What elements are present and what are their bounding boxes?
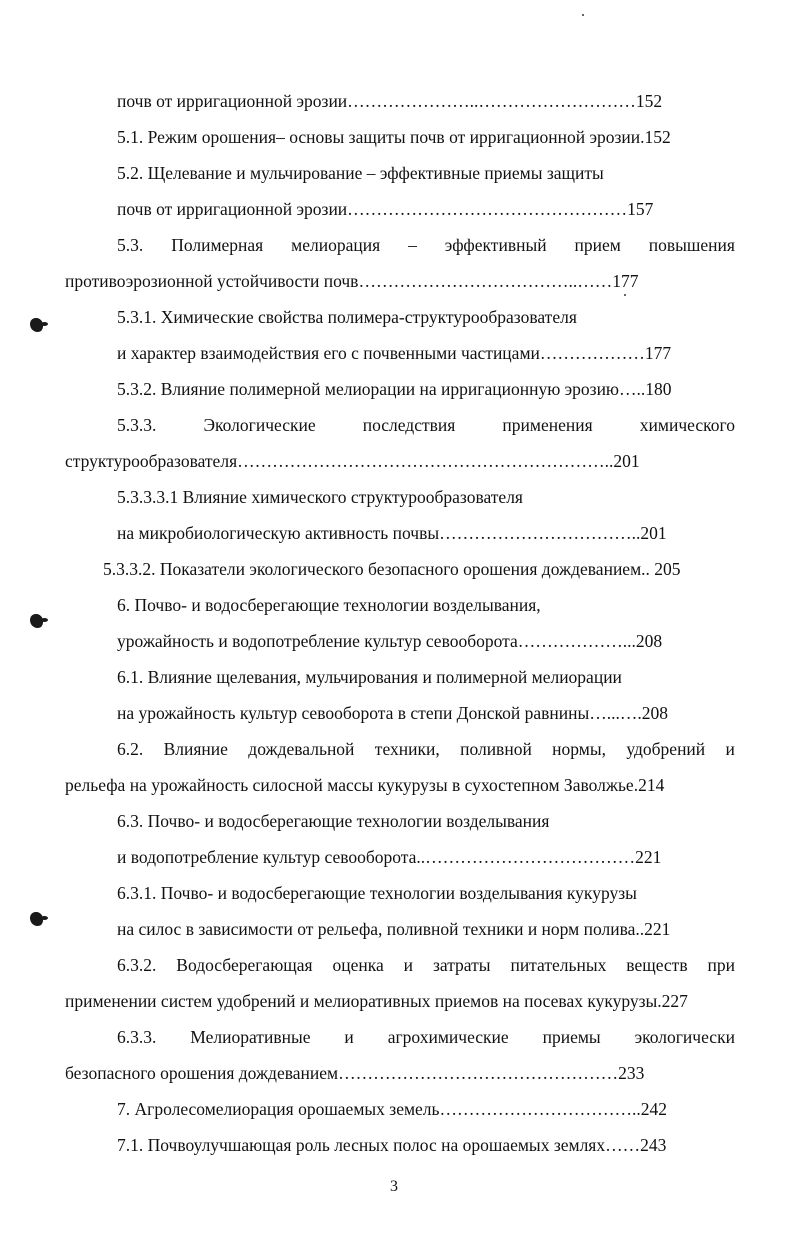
page-number: 3: [390, 1178, 398, 1195]
toc-line: 6.1. Влияние щелевания, мульчирования и полимерной мелиорации: [117, 667, 622, 687]
toc-line: почв от ирригационной эрозии…………………..………………………152: [117, 91, 663, 111]
toc-line: 7. Агролесомелиорация орошаемых земель……………………………..242: [117, 1099, 668, 1119]
scan-speck: [582, 14, 584, 16]
toc-line: на микробиологическую активность почвы……………………………..201: [117, 523, 667, 543]
scan-speck: [624, 294, 626, 296]
toc-line: противоэрозионной устойчивости почв………………………………..……177: [65, 271, 639, 291]
toc-line: применении систем удобрений и мелиоративных приемов на посевах кукурузы.227: [65, 991, 688, 1011]
toc-line: и водопотребление культур севооборота..………………………………221: [117, 847, 662, 867]
toc-line-justified: 5.3.3. Экологические последствия применения химического: [117, 415, 735, 435]
ink-blot-icon: [30, 614, 43, 628]
toc-line-justified: 5.3. Полимерная мелиорация – эффективный прием повышения: [117, 235, 735, 255]
toc-line: 5.3.2. Влияние полимерной мелиорации на ирригационную эрозию…..180: [117, 379, 672, 399]
toc-line: 7.1. Почвоулучшающая роль лесных полос на орошаемых землях……243: [117, 1135, 667, 1155]
toc-line: 5.1. Режим орошения– основы защиты почв от ирригационной эрозии.152: [117, 127, 671, 147]
toc-line: 5.3.3.2. Показатели экологического безопасного орошения дождеванием.. 205: [103, 559, 681, 579]
toc-line-justified: 6.3.2. Водосберегающая оценка и затраты питательных веществ при: [117, 955, 735, 975]
toc-line-justified: 6.2. Влияние дождевальной техники, поливной нормы, удобрений и: [117, 739, 735, 759]
toc-line: 5.2. Щелевание и мульчирование – эффективные приемы защиты: [117, 163, 604, 183]
toc-line: структурообразователя………………………………………………………..201: [65, 451, 640, 471]
toc-line: 5.3.1. Химические свойства полимера-структурообразователя: [117, 307, 577, 327]
toc-line: рельефа на урожайность силосной массы кукурузы в сухостепном Заволжье.214: [65, 775, 665, 795]
toc-line: на урожайность культур севооборота в степи Донской равнины…...….208: [117, 703, 668, 723]
toc-line: безопасного орошения дождеванием…………………………………………233: [65, 1063, 645, 1083]
toc-line: 6. Почво- и водосберегающие технологии возделывания,: [117, 595, 541, 615]
toc-line: 6.3. Почво- и водосберегающие технологии возделывания: [117, 811, 550, 831]
toc-line: 6.3.1. Почво- и водосберегающие технологии возделывания кукурузы: [117, 883, 637, 903]
ink-blot-icon: [30, 318, 43, 332]
toc-line: на силос в зависимости от рельефа, поливной техники и норм полива..221: [117, 919, 671, 939]
toc-line: 5.3.3.3.1 Влияние химического структурообразователя: [117, 487, 523, 507]
toc-line-justified: 6.3.3. Мелиоративные и агрохимические приемы экологически: [117, 1027, 735, 1047]
toc-line: урожайность и водопотребление культур севооборота………………...208: [117, 631, 663, 651]
toc-line: и характер взаимодействия его с почвенными частицами………………177: [117, 343, 672, 363]
toc-line: почв от ирригационной эрозии…………………………………………157: [117, 199, 654, 219]
ink-blot-icon: [30, 912, 43, 926]
